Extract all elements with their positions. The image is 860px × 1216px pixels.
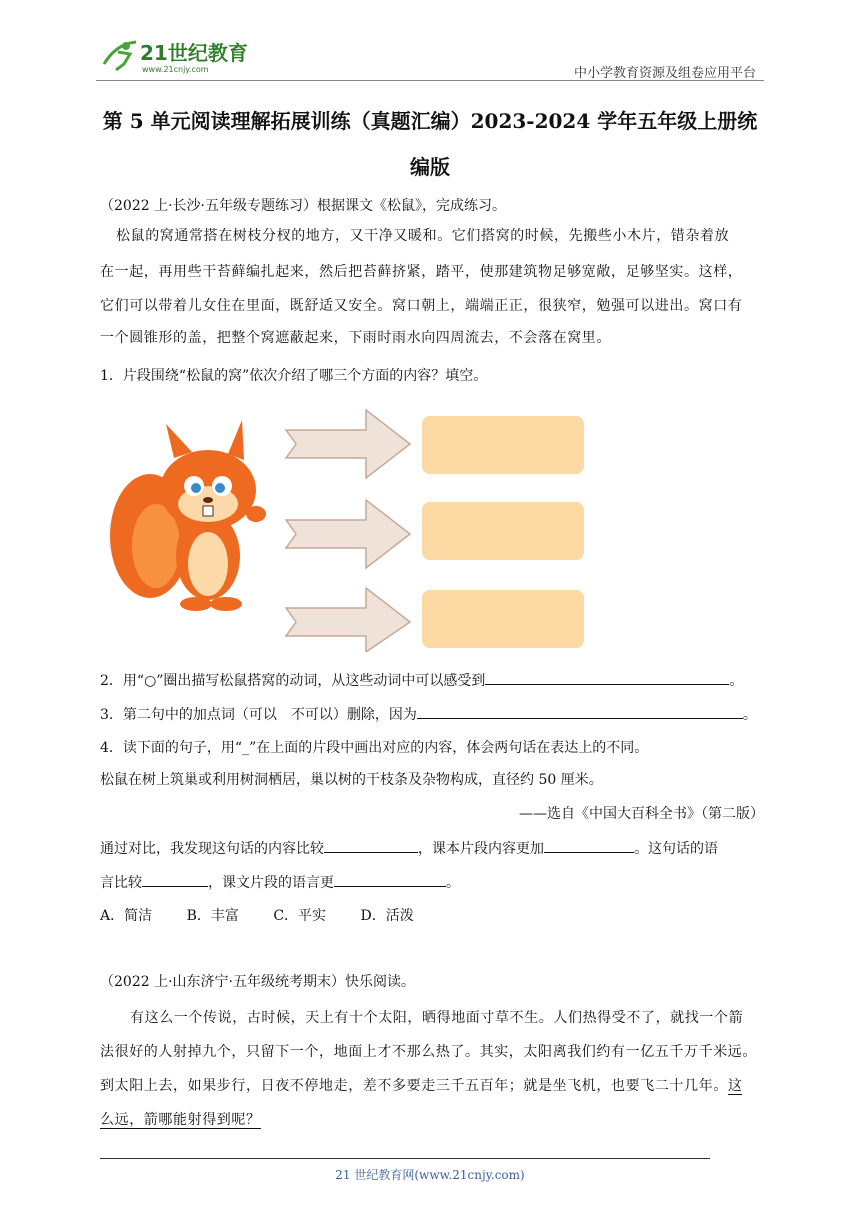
header-platform-text: 中小学教育资源及组卷应用平台: [573, 66, 756, 81]
question-4: 4．读下面的句子，用“_”在上面的片段中画出对应的内容，体会两句话在表达上的不同。: [100, 740, 649, 756]
svg-text:21世纪教育: 21世纪教育: [140, 41, 248, 65]
section1-passage-line3: 它们可以带着儿女住在里面，既舒适又安全。窝口朝上，端端正正，很狭窄，勉强可以进出。窝口有: [100, 298, 743, 314]
section1-passage-line2: 在一起，再用些干苔藓编扎起来，然后把苔藓挤紧，踏平，使那建筑物足够宽敞，足够坚实。这样，: [100, 264, 743, 280]
option-d[interactable]: D．活泼: [360, 908, 414, 924]
q3-blank[interactable]: [417, 704, 743, 719]
answer-box-3[interactable]: [422, 590, 584, 648]
option-c[interactable]: C．平实: [273, 908, 327, 924]
q2-blank[interactable]: [485, 670, 729, 685]
footer-text[interactable]: 21 世纪教育网(www.21cnjy.com): [335, 1168, 525, 1182]
arrow-graphics: [278, 404, 418, 652]
header-divider: [96, 80, 764, 81]
answer-box-1[interactable]: [422, 416, 584, 474]
compare-blank-2[interactable]: [544, 838, 634, 853]
option-a[interactable]: A．简洁: [100, 908, 153, 924]
section1-passage-line4: 一个圆锥形的盖，把整个窝遮蔽起来，下雨时雨水向四周流去，不会落在窝里。: [100, 330, 611, 346]
section2-passage-line1: 有这么一个传说，古时候，天上有十个太阳，晒得地面寸草不生。人们热得受不了，就找一个箭: [130, 1010, 744, 1026]
compare-blank-1[interactable]: [324, 838, 418, 853]
option-b[interactable]: B．丰富: [186, 908, 239, 924]
reference-quote-source: ——选自《中国大百科全书》（第二版）: [519, 806, 764, 822]
section2-passage-line2: 法很好的人射掉九个，只留下一个，地面上才不那么热了。其实，太阳离我们约有一亿五千万千米远。: [100, 1044, 757, 1060]
section1-passage-line1: 松鼠的窝通常搭在树枝分杈的地方，又干净又暖和。它们搭窝的时候，先搬些小木片，错杂着放: [116, 228, 730, 244]
compare-line-2: 言比较 ，课文片段的语言更 。: [100, 872, 764, 893]
footer-divider: [100, 1158, 710, 1159]
question-3: 3．第二句中的加点词（可以 不可以）删除，因为 。: [100, 704, 764, 725]
page-title-line2: 编版: [410, 155, 450, 179]
section1-source: （2022 上·长沙·五年级专题练习）根据课文《松鼠》，完成练习。: [100, 198, 506, 214]
answer-box-2[interactable]: [422, 502, 584, 560]
answer-options: [100, 906, 764, 926]
section2-passage-line4: 么远，箭哪能射得到呢？: [100, 1112, 261, 1128]
section2-source: （2022 上·山东济宁·五年级统考期末）快乐阅读。: [100, 974, 415, 990]
question-1: 1．片段围绕“松鼠的窝”依次介绍了哪三个方面的内容？填空。: [100, 368, 488, 384]
question-2: 2．用“○”圈出描写松鼠搭窝的动词，从这些动词中可以感受到 。: [100, 670, 764, 691]
site-logo: [96, 34, 266, 78]
page-title-line1: 第 5 单元阅读理解拓展训练（真题汇编）2023-2024 学年五年级上册统: [102, 109, 758, 133]
svg-text:www.21cnjy.com: www.21cnjy.com: [142, 65, 209, 74]
compare-blank-3[interactable]: [142, 872, 208, 887]
compare-line-1: 通过对比，我发现这句话的内容比较 ，课本片段内容更加 。这句话的语: [100, 838, 764, 859]
section2-passage-line3: 到太阳上去，如果步行，日夜不停地走，差不多要走三千五百年；就是坐飞机，也要飞二十几年。这: [100, 1078, 743, 1094]
reference-quote: 松鼠在树上筑巢或利用树洞栖居，巢以树的干枝条及杂物构成，直径约 50 厘米。: [100, 772, 603, 788]
compare-blank-4[interactable]: [334, 872, 446, 887]
squirrel-illustration: [108, 406, 268, 614]
